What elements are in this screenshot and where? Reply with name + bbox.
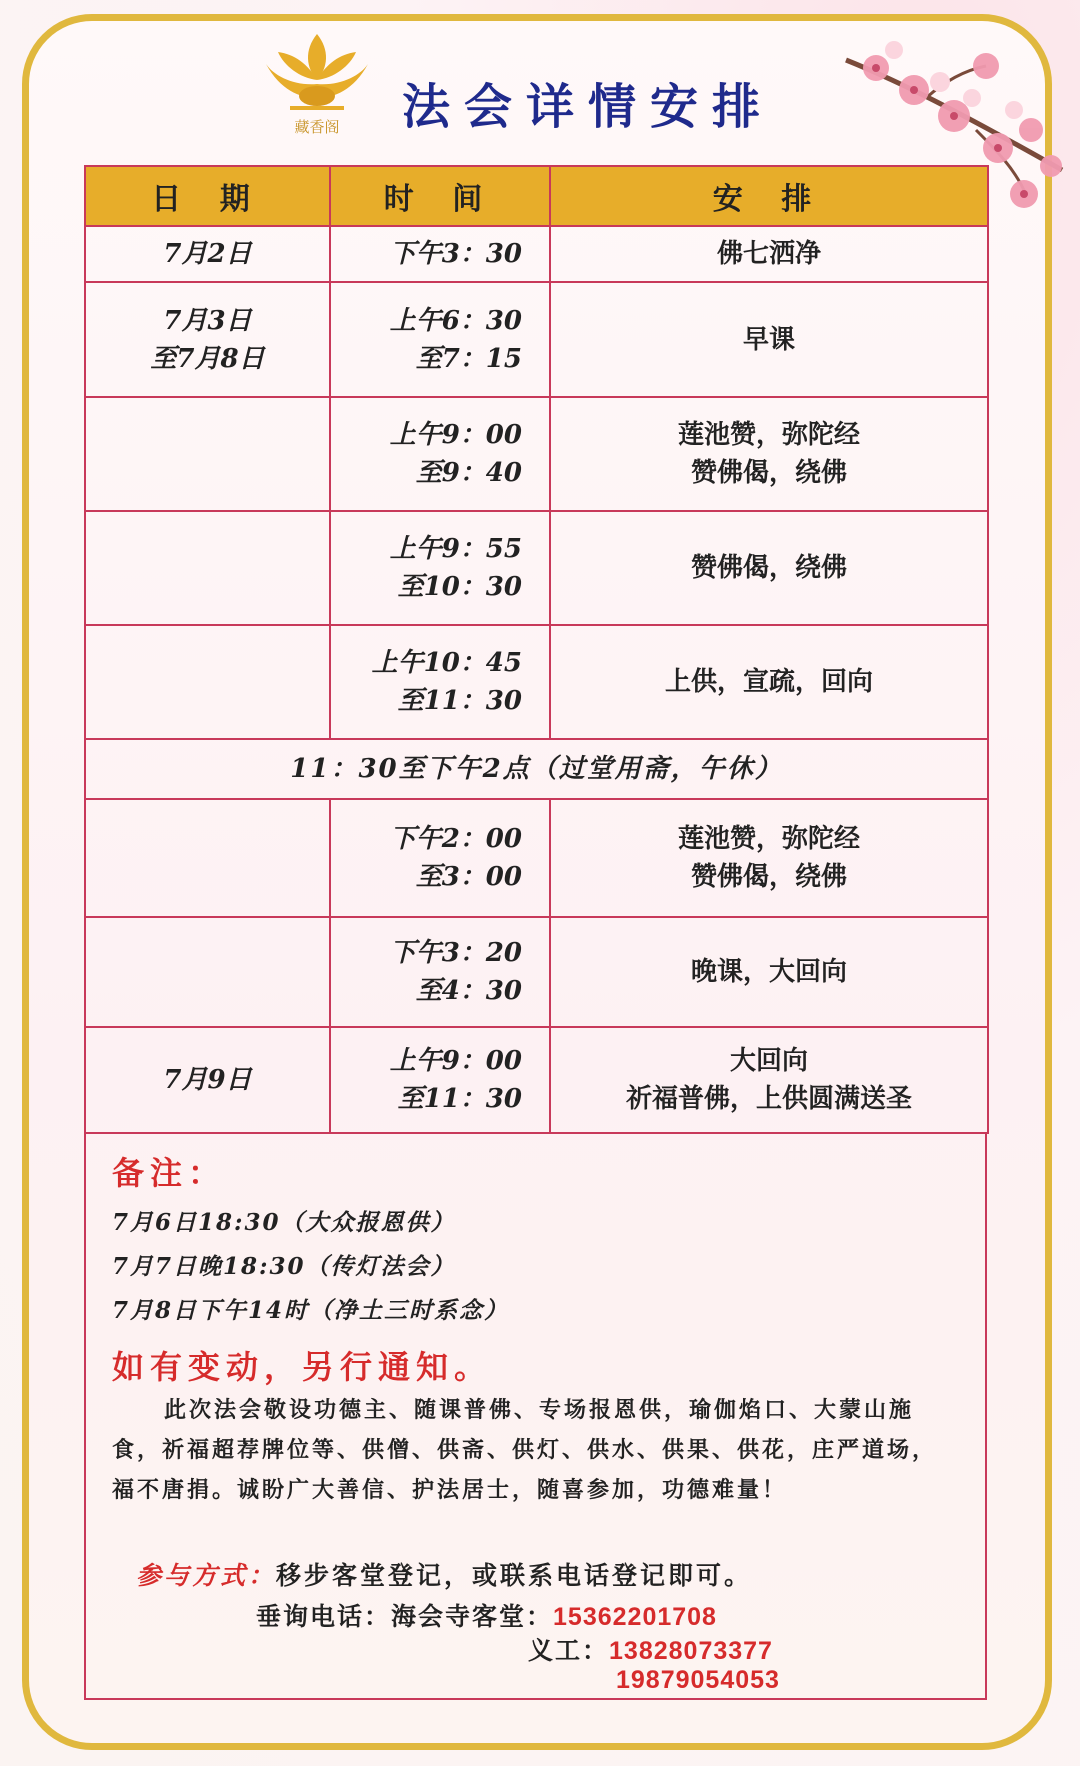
time-text: 下午2：00 [389, 824, 522, 854]
table-row [85, 917, 988, 1027]
note-line: 7月6日18:30（大众报恩供） [112, 1209, 456, 1236]
date-cell [85, 397, 330, 511]
time-text: 上午9：00 [389, 420, 522, 450]
phone-number[interactable]: 15362201708 [553, 1603, 717, 1631]
time-text: 至4：30 [415, 976, 522, 1006]
arrangement-text: 晚课，大回向 [690, 957, 847, 987]
logo-text: 藏香阁 [294, 118, 340, 136]
date-text: 7月3日 [163, 305, 252, 336]
arrangement-cell [550, 625, 988, 739]
time-cell [330, 397, 550, 511]
time-text: 下午3：20 [389, 938, 522, 968]
arrangement-cell [550, 917, 988, 1027]
time-text: 上午6：30 [389, 305, 522, 336]
date-cell [85, 282, 330, 397]
date-cell [85, 799, 330, 917]
date-cell [85, 226, 330, 282]
arrangement-cell [550, 226, 988, 282]
table-row [85, 799, 988, 917]
time-text: 至3：00 [415, 862, 522, 892]
date-cell [85, 1027, 330, 1133]
change-notice: 如有变动，另行通知。 [112, 1348, 493, 1386]
arrangement-text: 佛七洒净 [716, 239, 821, 269]
time-text: 上午9：00 [389, 1046, 522, 1076]
arrangement-cell [550, 511, 988, 625]
note-line: 7月7日晚18:30（传灯法会） [112, 1253, 456, 1280]
phone-number[interactable]: 19879054053 [616, 1666, 780, 1694]
table-row [85, 511, 988, 625]
arrangement-cell [550, 799, 988, 917]
contact-line [616, 1665, 780, 1695]
arrangement-text: 上供，宣疏，回向 [664, 667, 873, 697]
contact-line [528, 1631, 773, 1667]
time-cell [330, 625, 550, 739]
time-cell [330, 799, 550, 917]
date-text: 7月2日 [163, 239, 252, 269]
arrangement-text: 早课 [742, 324, 795, 355]
arrangement-text: 祈福普佛，上供圆满送圣 [625, 1084, 912, 1114]
arrangement-cell [550, 397, 988, 511]
time-text: 下午3：30 [389, 239, 522, 269]
time-text: 至11：30 [397, 686, 522, 716]
table-row [85, 226, 988, 282]
date-text: 7月9日 [163, 1065, 252, 1095]
participation-label: 参与方式： [136, 1561, 277, 1590]
time-cell [330, 917, 550, 1027]
date-cell [85, 917, 330, 1027]
lunch-break-cell: 11：30至下午2点（过堂用斋，午休） [85, 739, 988, 799]
table-row [85, 397, 988, 511]
arrangement-cell [550, 282, 988, 397]
time-text: 至7：15 [415, 343, 522, 374]
arrangement-cell [550, 1027, 988, 1133]
date-cell [85, 625, 330, 739]
phone-number[interactable]: 13828073377 [609, 1637, 773, 1665]
arrangement-text: 莲池赞，弥陀经 [677, 420, 860, 450]
time-cell [330, 1027, 550, 1133]
notes-heading: 备注： [112, 1154, 227, 1192]
date-text: 至7月8日 [150, 343, 265, 374]
table-row [85, 1027, 988, 1133]
header-time: 时 间 [330, 166, 550, 226]
table-row [85, 739, 988, 799]
contact-label: 义工： [528, 1636, 610, 1665]
time-cell [330, 282, 550, 397]
table-row [85, 282, 988, 397]
arrangement-text: 赞佛偈，绕佛 [690, 862, 847, 892]
header-date: 日 期 [85, 166, 330, 226]
table-header [85, 166, 988, 226]
merit-paragraph: 此次法会敬设功德主、随课普佛、专场报恩供，瑜伽焰口、大蒙山施食，祈福超荐牌位等、供僧、供斋、供灯、供水、供果、供花，庄严道场，福不唐捐。诚盼广大善信、护法居士，随喜参加，功德难量！ [112, 1397, 938, 1503]
time-text: 至11：30 [397, 1084, 522, 1114]
header-arrangement: 安 排 [550, 166, 988, 226]
lotus-icon [264, 28, 370, 148]
date-cell [85, 511, 330, 625]
time-text: 至10：30 [397, 572, 522, 602]
arrangement-text: 莲池赞，弥陀经 [677, 824, 860, 854]
arrangement-text: 大回向 [729, 1046, 808, 1076]
arrangement-text: 赞佛偈，绕佛 [690, 553, 847, 583]
arrangement-text: 赞佛偈，绕佛 [690, 458, 847, 488]
contact-line [256, 1597, 717, 1633]
participation-text: 移步客堂登记，或联系电话登记即可。 [276, 1561, 753, 1590]
page-title: 法会详情安排 [402, 79, 775, 135]
table-row [85, 625, 988, 739]
time-text: 至9：40 [415, 458, 522, 488]
note-line: 7月8日下午14时（净土三时系念） [112, 1297, 510, 1324]
time-text: 上午10：45 [371, 648, 522, 678]
schedule-table [84, 165, 989, 1134]
contact-label: 垂询电话：海会寺客堂： [256, 1602, 554, 1631]
time-cell [330, 226, 550, 282]
time-text: 上午9：55 [389, 534, 522, 564]
time-cell [330, 511, 550, 625]
participation-line [136, 1556, 752, 1592]
